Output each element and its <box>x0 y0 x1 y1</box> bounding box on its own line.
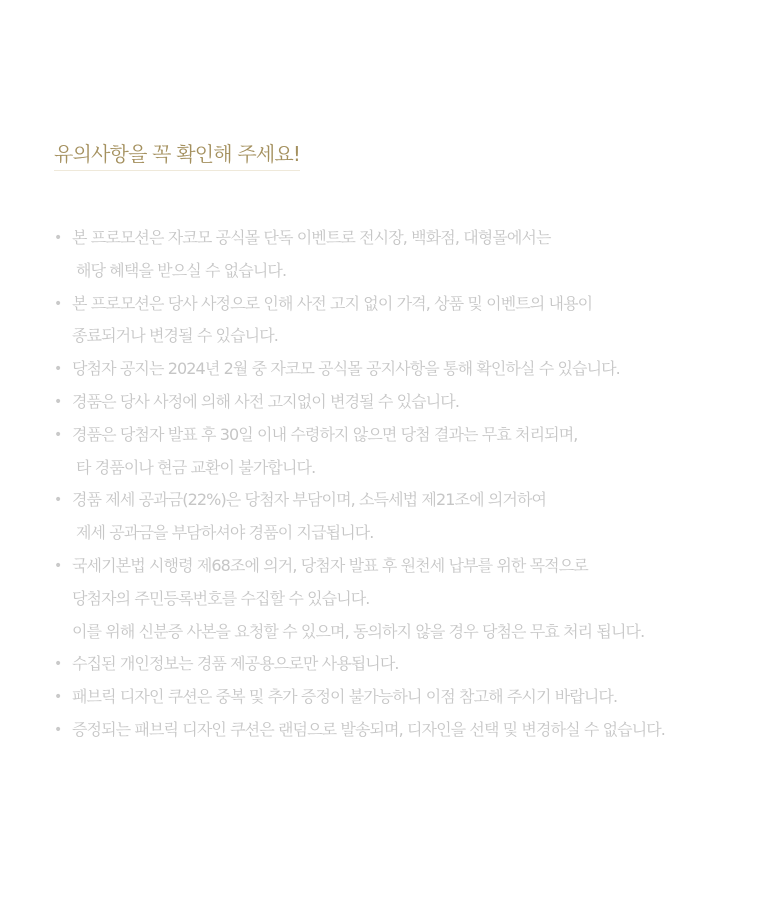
bullet-icon: • <box>54 721 63 738</box>
bullet-icon: • <box>54 689 63 706</box>
bullet-icon: • <box>54 295 63 312</box>
notice-item-text: 제세 공과금을 부담하셔야 경품이 지급됩니다. <box>76 523 374 543</box>
notice-item <box>54 288 754 354</box>
notice-item-text: 경품 제세 공과금(22%)은 당첨자 부담이며, 소득세법 제21조에 의거하여 <box>72 490 547 510</box>
notice-item-text: 증정되는 패브릭 디자인 쿠션은 랜덤으로 발송되며, 디자인을 선택 및 변경하실 수 없습니다. <box>72 719 665 739</box>
notice-title-wrap <box>54 140 300 171</box>
notice-item <box>54 419 754 485</box>
notice-item-text: 당첨자 공지는 2024년 2월 중 자코모 공식몰 공지사항을 통해 확인하실 수 있습니다. <box>72 359 620 379</box>
notice-item-text: 경품은 당첨자 발표 후 30일 이내 수령하지 않으면 당첨 결과는 무효 처리되며, <box>72 424 578 444</box>
notice-item <box>54 484 754 550</box>
bullet-icon: • <box>54 492 63 509</box>
notice-item <box>54 714 754 747</box>
bullet-icon: • <box>54 393 63 410</box>
notice-title: 유의사항을 꼭 확인해 주세요! <box>54 140 300 171</box>
bullet-icon: • <box>54 557 63 574</box>
bullet-icon: • <box>54 230 63 246</box>
notice-item <box>54 681 754 714</box>
bullet-icon: • <box>54 656 63 673</box>
notice-item-text: 종료되거나 변경될 수 있습니다. <box>72 326 278 346</box>
notice-item <box>54 386 754 419</box>
notice-item-text: 타 경품이나 현금 교환이 불가합니다. <box>76 457 316 477</box>
notice-item <box>54 353 754 386</box>
notice-item-text: 본 프로모션은 당사 사정으로 인해 사전 고지 없이 가격, 상품 및 이벤트의 내용이 <box>72 293 593 313</box>
notice-list <box>54 222 754 747</box>
notice-item-text: 본 프로모션은 자코모 공식몰 단독 이벤트로 전시장, 백화점, 대형몰에서는 <box>72 228 551 247</box>
notice-item <box>54 222 754 288</box>
notice-item <box>54 550 754 648</box>
notice-item <box>54 648 754 681</box>
notice-item-text: 패브릭 디자인 쿠션은 중복 및 추가 증정이 불가능하니 이점 참고해 주시기 바랍니다. <box>72 687 618 707</box>
notice-item-text: 이를 위해 신분증 사본을 요청할 수 있으며, 동의하지 않을 경우 당첨은 무효 처리 됩니다. <box>72 621 645 641</box>
notice-item-text: 당첨자의 주민등록번호를 수집할 수 있습니다. <box>72 588 370 608</box>
notice-item-text: 해당 혜택을 받으실 수 없습니다. <box>76 260 287 280</box>
notice-item-text: 수집된 개인정보는 경품 제공용으로만 사용됩니다. <box>72 654 399 674</box>
bullet-icon: • <box>54 361 63 378</box>
bullet-icon: • <box>54 426 63 443</box>
notice-item-text: 국세기본법 시행령 제68조에 의거, 당첨자 발표 후 원천세 납부를 위한 목적으로 <box>72 555 588 575</box>
notice-item-text: 경품은 당사 사정에 의해 사전 고지없이 변경될 수 있습니다. <box>72 391 460 411</box>
